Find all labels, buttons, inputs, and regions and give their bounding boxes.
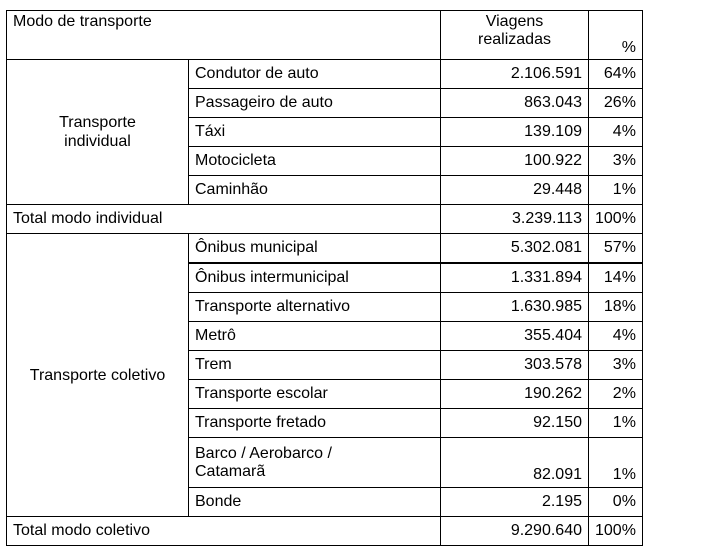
mode-cell: Caminhão bbox=[189, 176, 441, 205]
percent-cell: 2% bbox=[589, 380, 643, 409]
mode-cell: Bonde bbox=[189, 488, 441, 517]
mode-cell: Transporte escolar bbox=[189, 380, 441, 409]
total-trips: 3.239.113 bbox=[441, 205, 589, 234]
transport-table-container bbox=[6, 10, 643, 546]
percent-cell: 26% bbox=[589, 89, 643, 118]
total-trips: 9.290.640 bbox=[441, 517, 589, 546]
header-trips-label: Viagens realizadas bbox=[478, 13, 551, 48]
mode-cell: Táxi bbox=[189, 118, 441, 147]
trips-cell: 1.630.985 bbox=[441, 293, 589, 322]
trips-cell: 355.404 bbox=[441, 322, 589, 351]
table-row bbox=[7, 234, 643, 264]
group-label-coletivo: Transporte coletivo bbox=[7, 234, 189, 517]
trips-cell: 29.448 bbox=[441, 176, 589, 205]
mode-cell: Ônibus municipal bbox=[189, 234, 441, 264]
trips-cell: 2.106.591 bbox=[441, 60, 589, 89]
trips-cell: 139.109 bbox=[441, 118, 589, 147]
mode-cell: Trem bbox=[189, 351, 441, 380]
trips-cell: 100.922 bbox=[441, 147, 589, 176]
trips-cell: 303.578 bbox=[441, 351, 589, 380]
total-label: Total modo coletivo bbox=[7, 517, 441, 546]
percent-cell: 3% bbox=[589, 147, 643, 176]
percent-cell: 4% bbox=[589, 118, 643, 147]
total-label: Total modo individual bbox=[7, 205, 441, 234]
percent-cell: 18% bbox=[589, 293, 643, 322]
trips-cell: 190.262 bbox=[441, 380, 589, 409]
percent-cell: 1% bbox=[589, 176, 643, 205]
percent-cell: 4% bbox=[589, 322, 643, 351]
trips-cell: 5.302.081 bbox=[441, 234, 589, 264]
mode-cell: Condutor de auto bbox=[189, 60, 441, 89]
trips-cell: 2.195 bbox=[441, 488, 589, 517]
percent-cell: 64% bbox=[589, 60, 643, 89]
percent-cell: 0% bbox=[589, 488, 643, 517]
mode-line-2: Catamarã bbox=[195, 462, 266, 480]
group-label-individual: Transporte individual bbox=[7, 60, 189, 205]
total-percent: 100% bbox=[589, 517, 643, 546]
mode-cell bbox=[189, 438, 441, 488]
mode-cell: Transporte alternativo bbox=[189, 293, 441, 322]
percent-cell: 1% bbox=[589, 409, 643, 438]
trips-cell: 1.331.894 bbox=[441, 263, 589, 293]
total-row-individual bbox=[7, 205, 643, 234]
table-row bbox=[7, 60, 643, 89]
percent-cell: 1% bbox=[589, 438, 643, 488]
table-header-row bbox=[7, 11, 643, 60]
mode-line-1: Barco / Aerobarco / bbox=[195, 444, 332, 462]
header-mode: Modo de transporte bbox=[7, 11, 441, 60]
mode-cell: Transporte fretado bbox=[189, 409, 441, 438]
transport-modes-table bbox=[6, 10, 643, 546]
total-row-coletivo bbox=[7, 517, 643, 546]
percent-cell: 3% bbox=[589, 351, 643, 380]
mode-cell: Ônibus intermunicipal bbox=[189, 263, 441, 293]
mode-cell: Passageiro de auto bbox=[189, 89, 441, 118]
trips-cell: 92.150 bbox=[441, 409, 589, 438]
header-trips bbox=[441, 11, 589, 60]
trips-cell: 82.091 bbox=[441, 438, 589, 488]
header-percent: % bbox=[589, 11, 643, 60]
percent-cell: 57% bbox=[589, 234, 643, 264]
mode-cell: Metrô bbox=[189, 322, 441, 351]
total-percent: 100% bbox=[589, 205, 643, 234]
percent-cell: 14% bbox=[589, 263, 643, 293]
mode-cell: Motocicleta bbox=[189, 147, 441, 176]
trips-cell: 863.043 bbox=[441, 89, 589, 118]
